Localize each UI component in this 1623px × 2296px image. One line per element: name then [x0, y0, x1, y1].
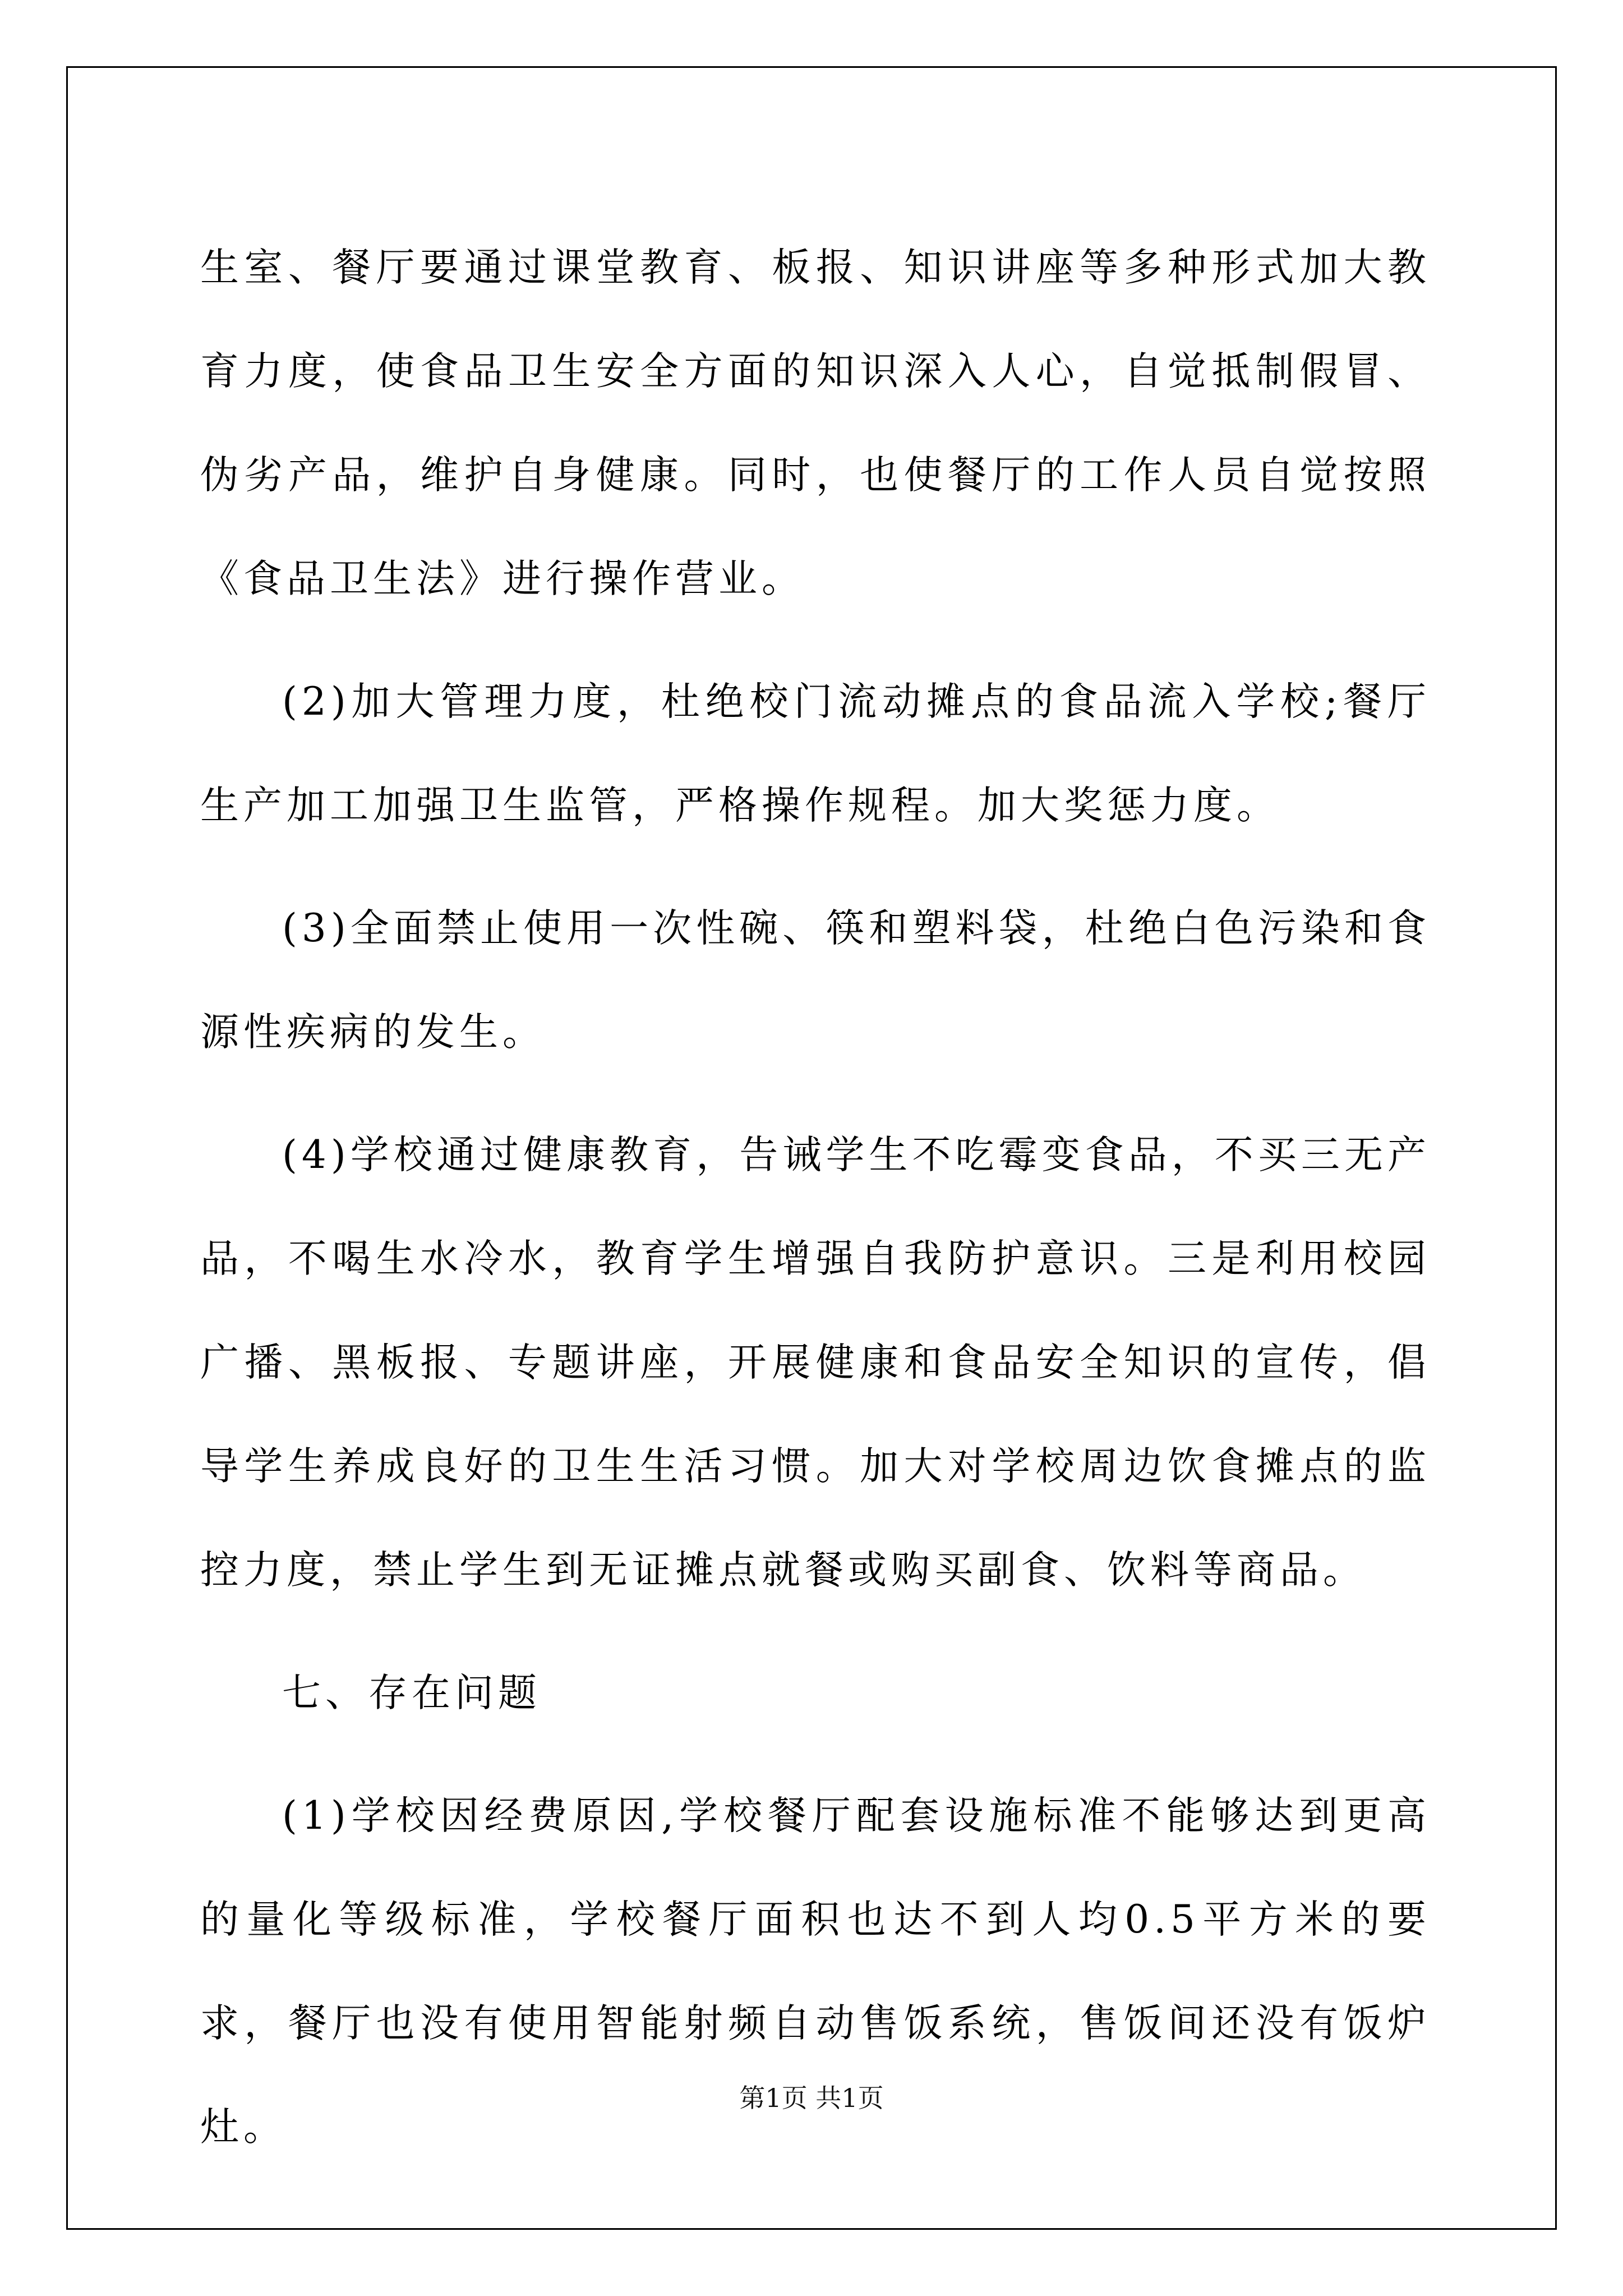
- page-number-footer: 第1页 共1页: [739, 2083, 884, 2113]
- paragraph-2: (2)加大管理力度，杜绝校门流动摊点的食品流入学校;餐厅生产加工加强卫生监管，严格操作规程。加大奖惩力度。: [200, 679, 1431, 828]
- paragraph-4: (4)学校通过健康教育，告诫学生不吃霉变食品，不买三无产品，不喝生水冷水，教育学生增强自我防护意识。三是利用校园广播、黑板报、专题讲座，开展健康和食品安全知识的宣传，倡导学生养成良好的卫生生活习惯。加大对学校周边饮食摊点的监控力度，禁止学生到无证摊点就餐或购买副食、饮料等商品。: [200, 1133, 1431, 1593]
- paragraph-6: (1)学校因经费原因,学校餐厅配套设施标准不能够达到更高的量化等级标准，学校餐厅面积也达不到人均0.5平方米的要求，餐厅也没有使用智能射频自动售饭系统，售饭间还没有饭炉灶。: [200, 1793, 1431, 2150]
- document-body: [200, 216, 1431, 2179]
- paragraph-1: 生室、餐厅要通过课堂教育、板报、知识讲座等多种形式加大教育力度，使食品卫生安全方面的知识深入人心，自觉抵制假冒、伪劣产品，维护自身健康。同时，也使餐厅的工作人员自觉按照《食品卫生法》进行操作营业。: [200, 245, 1431, 601]
- paragraph-3: (3)全面禁止使用一次性碗、筷和塑料袋，杜绝白色污染和食源性疾病的发生。: [200, 906, 1431, 1055]
- section-heading: 七、存在问题: [282, 1671, 541, 1715]
